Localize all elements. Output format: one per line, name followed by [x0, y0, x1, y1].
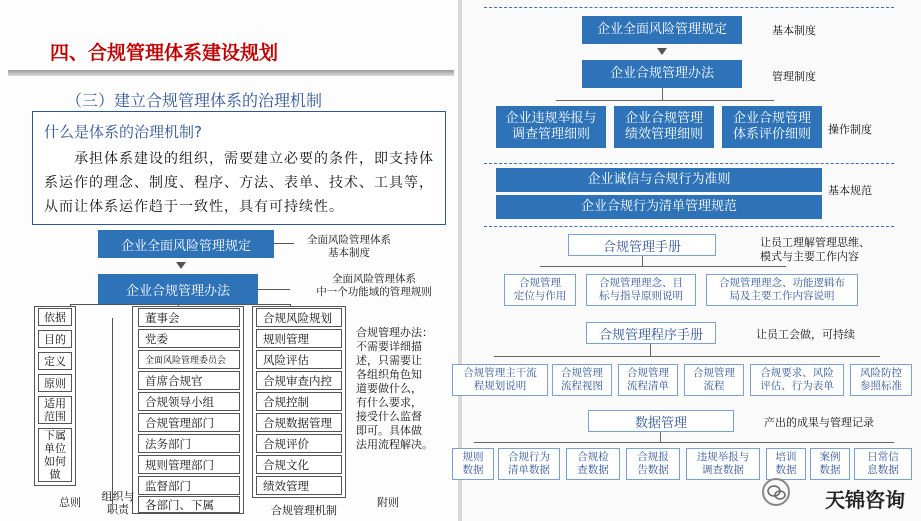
data-item: 案例 数据: [810, 448, 850, 480]
tag-definition: 定义: [38, 352, 72, 370]
data-label: 产出的成果与管理记录: [764, 416, 874, 429]
note-line: 全面风险管理体系: [307, 234, 391, 246]
annotation-line: 法用流程解决。: [356, 438, 433, 451]
method-note: [300, 273, 448, 299]
slide-subtitle: （三）建立合规管理体系的治理机制: [66, 91, 323, 110]
procedure-item: 合规管理 流程: [684, 364, 744, 396]
mech-item: 合规控制: [256, 392, 342, 411]
annotation-line: 述，只需要让: [356, 354, 422, 367]
org-item: 党委: [138, 329, 240, 348]
manual-label: [760, 236, 870, 264]
rule-method-box: 企业合规管理办法: [582, 60, 742, 88]
norm-box: 企业诚信与合规行为准则: [496, 168, 822, 192]
connector: [112, 318, 113, 504]
procedure-label: 让员工会做，可持续: [756, 328, 855, 341]
connector: [660, 432, 661, 442]
manual-item: 合规管理 定位与作用: [504, 274, 576, 306]
annotation-line: 合规管理办法：: [356, 326, 433, 339]
org-item: 董事会: [138, 308, 240, 327]
ops-label: 操作制度: [828, 123, 872, 136]
dashed-separator: [484, 226, 894, 227]
note-line: 基本制度: [328, 247, 370, 259]
connector: [274, 243, 294, 244]
org-item: 全面风险管理委员会: [138, 350, 240, 369]
connector: [474, 442, 894, 443]
data-item: 培训 数据: [766, 448, 806, 480]
dashed-separator: [484, 163, 894, 164]
procedure-item: 合规管理 流程清单: [618, 364, 678, 396]
mech-item: 绩效管理: [256, 476, 342, 495]
title-underline: [8, 70, 454, 76]
connector: [556, 100, 774, 101]
data-item: 合规检 查数据: [566, 448, 620, 480]
method-box: 企业合规管理办法: [98, 274, 258, 304]
data-item: 规则 数据: [452, 448, 494, 480]
org-item: 监督部门: [138, 476, 240, 495]
watermark-text: 天锦咨询: [825, 488, 905, 512]
mech-item: 合规评价: [256, 434, 342, 453]
rule-top-label: 基本制度: [772, 24, 816, 37]
org-item: 法务部门: [138, 434, 240, 453]
data-item: 日常信 息数据: [854, 448, 912, 480]
tag-scope: 适用 范围: [38, 396, 72, 424]
connector: [258, 289, 290, 290]
org-item: 首席合规官: [138, 371, 240, 390]
data-item: 合规行为 清单数据: [498, 448, 560, 480]
org-item: 各部门、下属: [138, 496, 240, 513]
connector: [70, 304, 290, 305]
connector: [540, 266, 786, 267]
norm-box: 企业合规行为清单管理规范: [496, 195, 822, 219]
tag-principle: 原则: [38, 374, 72, 392]
annotation-line: 即可。具体做: [356, 424, 422, 437]
org-item: 合规管理部门: [138, 413, 240, 432]
manual-item: 合规管理理念、功能逻辑布 局及主要工作内容说明: [706, 274, 858, 306]
connector: [650, 344, 651, 356]
data-box: 数据管理: [588, 410, 734, 432]
tag-purpose: 目的: [38, 330, 72, 348]
mech-item: 合规文化: [256, 455, 342, 474]
annotation-line: 道要做什么，: [356, 382, 422, 395]
manual-label-line: 模式与主要工作内容: [760, 250, 859, 263]
ops-box: 企业违规举报与 调查管理细则: [496, 106, 606, 148]
procedure-box: 合规管理程序手册: [586, 322, 716, 344]
mech-item: 合规风险规划: [256, 308, 342, 327]
org-item: 合规领导小组: [138, 392, 240, 411]
label-appendix: 附则: [377, 496, 399, 509]
manual-label-line: 让员工理解管理思维、: [760, 236, 870, 249]
regulation-box: 企业全面风险管理规定: [98, 230, 274, 258]
annotation-line: 接受什么监督: [356, 410, 422, 423]
connector: [494, 356, 880, 357]
annotation-line: 不需要详细描: [356, 340, 422, 353]
manual-item: 合规管理理念、目 标与指导原则说明: [586, 274, 696, 306]
annotation: [356, 326, 448, 452]
annotation-line: 有什么要求，: [356, 396, 422, 409]
ops-box: 企业合规管理 绩效管理细则: [614, 106, 714, 148]
procedure-item: 合规管理主干流 程规划说明: [452, 364, 548, 396]
arrow-down-icon: [176, 262, 186, 269]
mech-item: 合规数据管理: [256, 413, 342, 432]
mech-item: 规则管理: [256, 329, 342, 348]
definition-paragraph: 承担体系建设的组织，需要建立必要的条件，即支持体系运作的理念、制度、程序、方法、表单、技术、工具等，从而让体系运作趋于一致性，具有可持续性。: [44, 151, 434, 215]
label-mechanism: 合规管理机制: [271, 504, 337, 517]
norm-label: 基本规范: [828, 184, 872, 197]
label-org: 组织与 职责: [101, 490, 135, 516]
dashed-separator: [484, 7, 894, 8]
data-item: 违规举报与 调查数据: [686, 448, 760, 480]
connector: [662, 88, 663, 100]
arrow-down-icon: [657, 48, 667, 55]
label-general: 总则: [59, 496, 81, 509]
annotation-line: 各组织角色知: [356, 368, 422, 381]
manual-box: 合规管理手册: [568, 234, 716, 256]
mech-item: 风险评估: [256, 350, 342, 369]
connector: [642, 256, 643, 266]
procedure-item: 合规要求、风险 评估、行为表单: [750, 364, 844, 396]
rule-top-box: 企业全面风险管理规定: [582, 16, 742, 44]
mech-item: 合规审查内控: [256, 371, 342, 390]
ops-box: 企业合规管理 体系评价细则: [722, 106, 822, 148]
note-line: 中一个功能域的管理规则: [316, 286, 432, 298]
regulation-note: [294, 234, 404, 260]
rule-method-label: 管理制度: [772, 70, 816, 83]
definition-question: 什么是体系的治理机制?: [44, 123, 202, 141]
procedure-item: 合规管理 流程视图: [552, 364, 612, 396]
tag-subsidiaries: 下属 单位 如何 做: [38, 428, 72, 482]
data-item: 合规报 告数据: [626, 448, 680, 480]
tag-basis: 依据: [38, 308, 72, 326]
note-line: 全面风险管理体系: [332, 273, 416, 285]
org-item: 规则管理部门: [138, 455, 240, 474]
wechat-logo-icon: [762, 478, 790, 506]
slide-title: 四、合规管理体系建设规划: [50, 42, 279, 64]
procedure-item: 风险防控 参照标准: [850, 364, 912, 396]
